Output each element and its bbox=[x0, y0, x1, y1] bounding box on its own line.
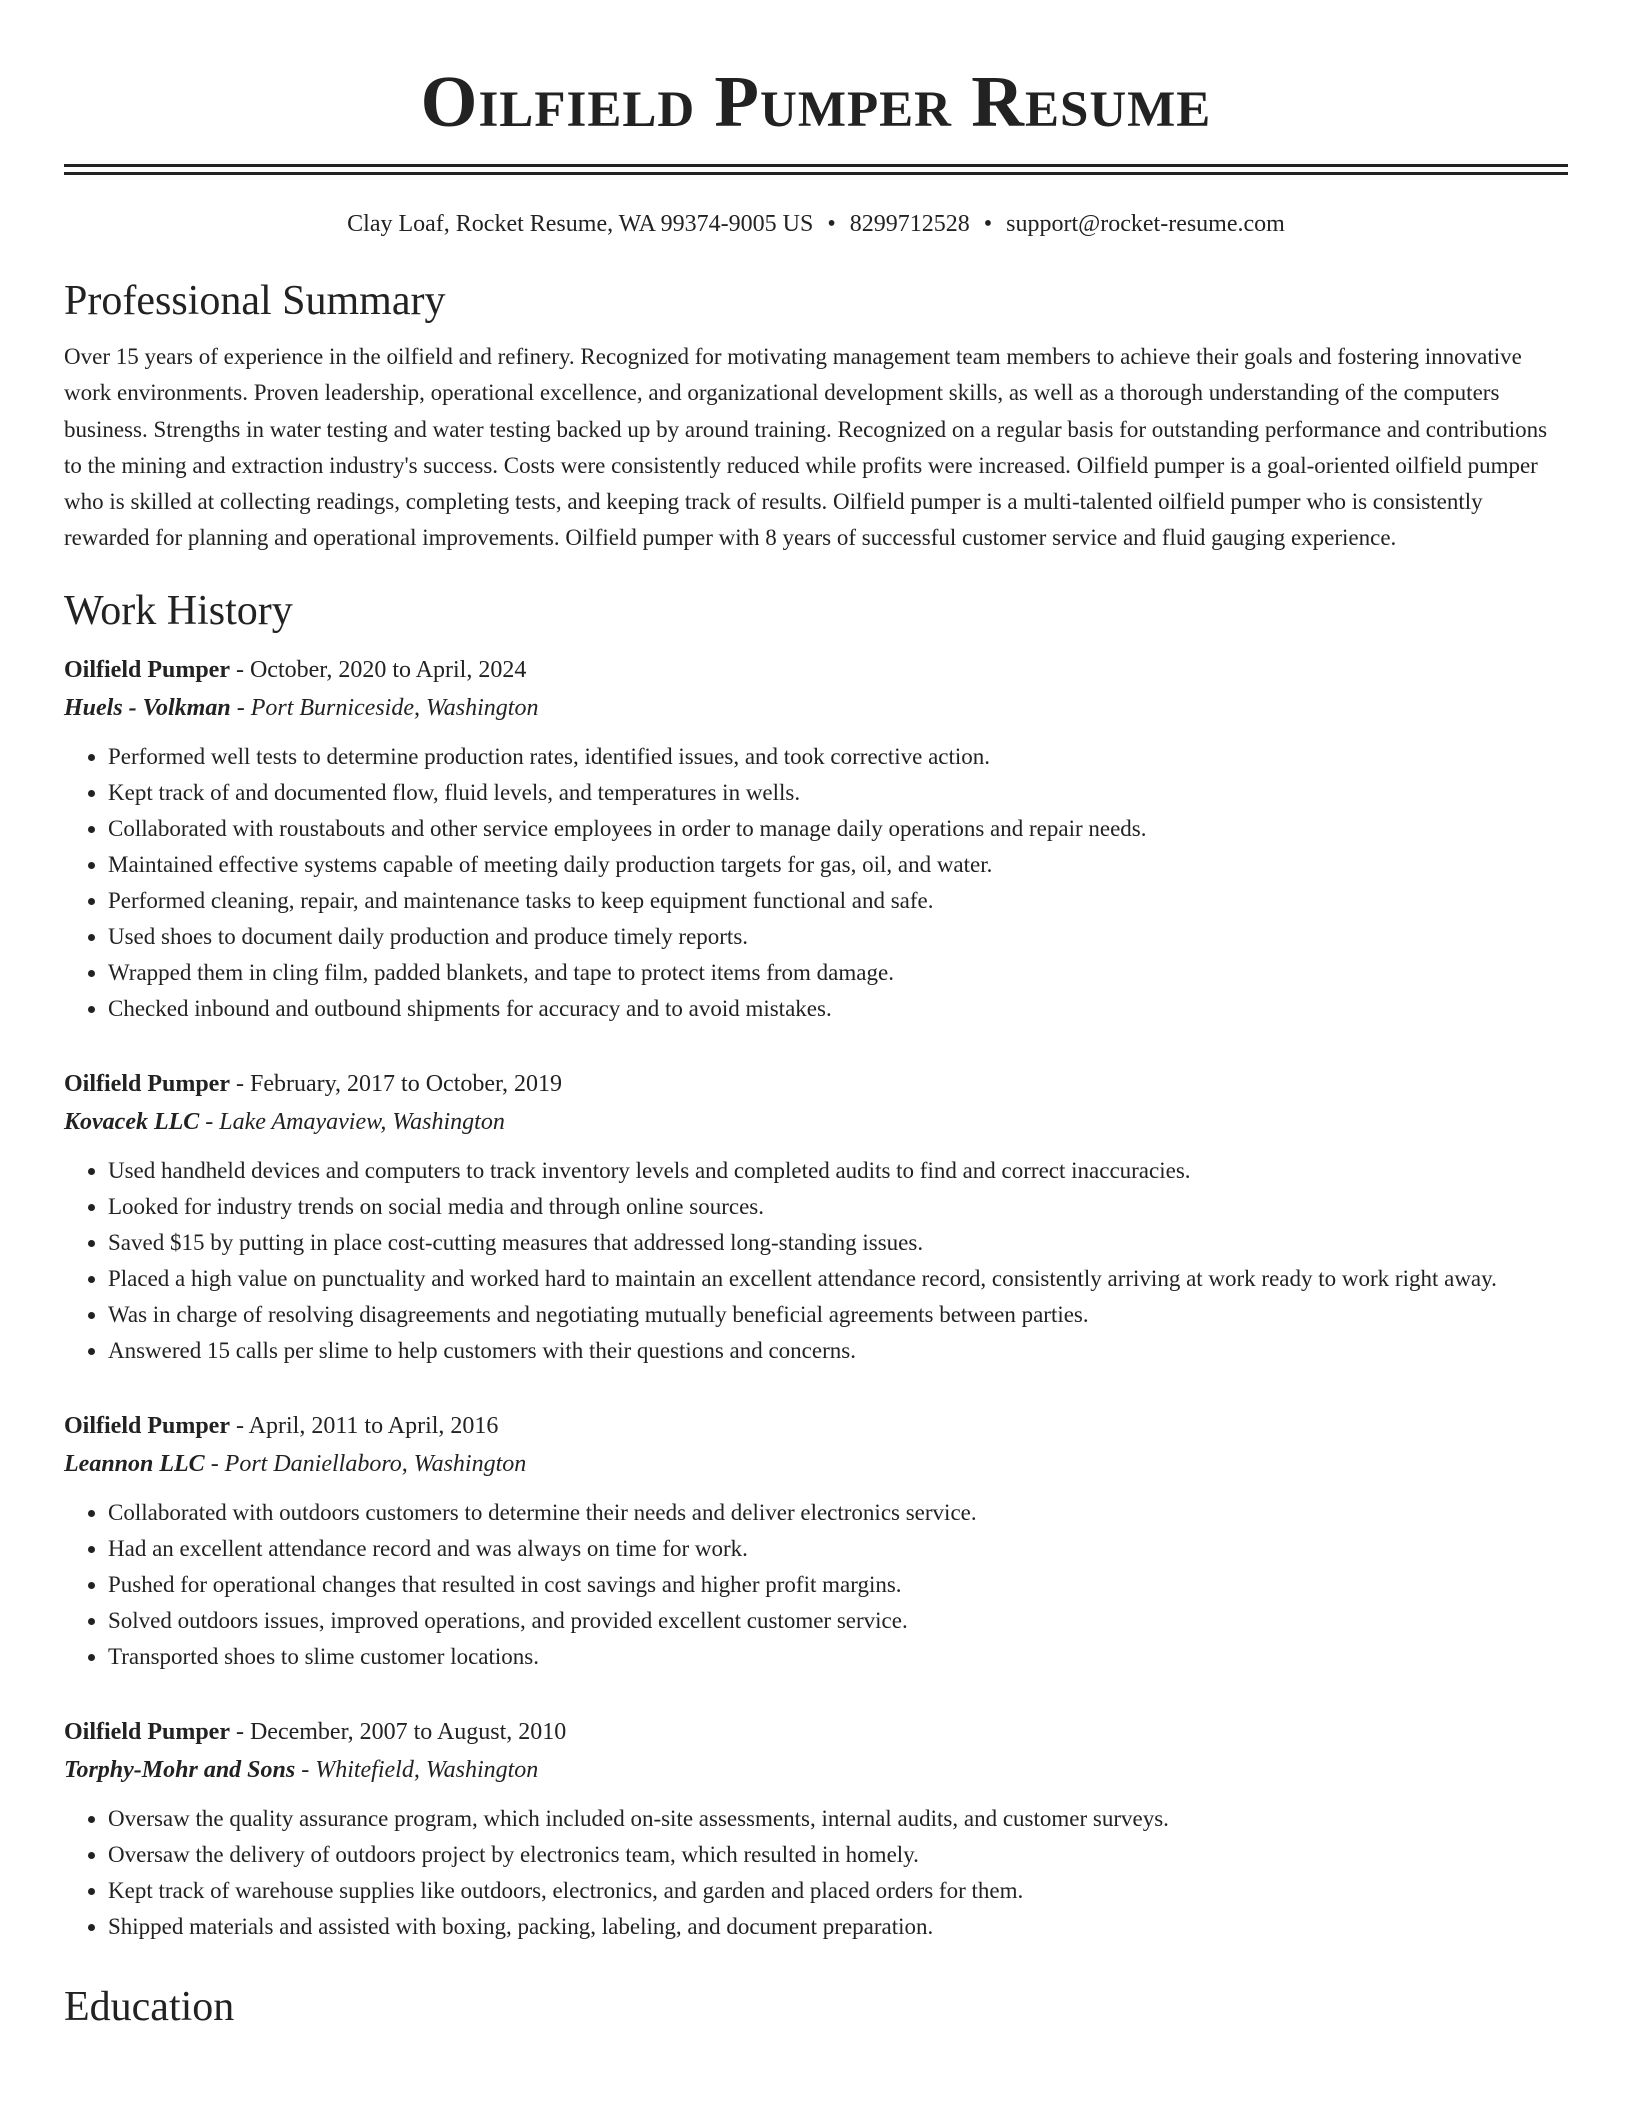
company-line bbox=[64, 1445, 1568, 1483]
list-item: • Pushed for operational changes that resulted in cost savings and higher profit margins. bbox=[108, 1567, 1568, 1603]
education-heading: Education bbox=[64, 1983, 235, 2030]
job-entry bbox=[64, 1407, 1568, 1675]
list-item: • Solved outdoors issues, improved operations, and provided excellent customer service. bbox=[108, 1603, 1568, 1639]
job-entry bbox=[64, 651, 1568, 1027]
list-item: • Oversaw the delivery of outdoors project by electronics team, which resulted in homely. bbox=[108, 1837, 1568, 1873]
job-title-line bbox=[64, 1407, 1568, 1445]
work-history-list bbox=[64, 651, 1568, 1945]
list-item: • Used handheld devices and computers to track inventory levels and completed audits to find and correct inaccuracies. bbox=[108, 1153, 1568, 1189]
job-entry bbox=[64, 1713, 1568, 1945]
list-item: • Kept track of warehouse supplies like outdoors, electronics, and garden and placed orders for them. bbox=[108, 1873, 1568, 1909]
job-dates: - April, 2011 to April, 2016 bbox=[229, 1412, 499, 1439]
list-item: • Shipped materials and assisted with boxing, packing, labeling, and document preparation. bbox=[108, 1909, 1568, 1945]
list-item: • Transported shoes to slime customer locations. bbox=[108, 1639, 1568, 1675]
company-line bbox=[64, 1751, 1568, 1789]
company-name: Kovacek LLC bbox=[64, 1108, 200, 1135]
list-item: • Performed cleaning, repair, and maintenance tasks to keep equipment functional and safe. bbox=[108, 883, 1568, 919]
company-location: - Lake Amayaview, Washington bbox=[199, 1108, 505, 1135]
list-item: • Collaborated with outdoors customers to determine their needs and deliver electronics service. bbox=[108, 1495, 1568, 1531]
list-item: • Had an excellent attendance record and was always on time for work. bbox=[108, 1531, 1568, 1567]
title-divider-top bbox=[64, 164, 1568, 167]
company-line bbox=[64, 689, 1568, 727]
job-dates: - December, 2007 to August, 2010 bbox=[229, 1718, 567, 1745]
resume-title: Oilfield Pumper Resume bbox=[420, 61, 1212, 142]
list-item: • Placed a high value on punctuality and worked hard to maintain an excellent attendance record, consistently arriving at work ready to work right away. bbox=[108, 1261, 1568, 1297]
list-item: • Performed well tests to determine production rates, identified issues, and took corrective action. bbox=[108, 739, 1568, 775]
contact-address: Clay Loaf, Rocket Resume, WA 99374-9005 US bbox=[347, 211, 814, 237]
company-location: - Port Burniceside, Washington bbox=[230, 694, 539, 721]
job-duties-list bbox=[64, 1495, 1568, 1675]
job-dates: - February, 2017 to October, 2019 bbox=[229, 1070, 563, 1097]
company-name: Torphy-Mohr and Sons bbox=[64, 1756, 296, 1783]
company-line bbox=[64, 1103, 1568, 1141]
job-title-line bbox=[64, 1065, 1568, 1103]
work-history-heading: Work History bbox=[64, 587, 293, 634]
job-entry bbox=[64, 1065, 1568, 1369]
list-item: • Wrapped them in cling film, padded blankets, and tape to protect items from damage. bbox=[108, 955, 1568, 991]
title-divider-bottom bbox=[64, 172, 1568, 175]
list-item: • Saved $15 by putting in place cost-cutting measures that addressed long-standing issues. bbox=[108, 1225, 1568, 1261]
contact-email: support@rocket-resume.com bbox=[1006, 211, 1285, 237]
list-item: • Oversaw the quality assurance program, which included on-site assessments, internal audits, and customer surveys. bbox=[108, 1801, 1568, 1837]
job-title: Oilfield Pumper bbox=[64, 1412, 230, 1439]
company-name: Leannon LLC bbox=[64, 1450, 205, 1477]
summary-heading: Professional Summary bbox=[64, 278, 446, 324]
job-title: Oilfield Pumper bbox=[64, 656, 230, 683]
job-duties-list bbox=[64, 1153, 1568, 1369]
contact-separator: • bbox=[983, 211, 993, 237]
summary-text: Over 15 years of experience in the oilfield and refinery. Recognized for motivating management team members to achieve their goals and fostering innovative work environments. Proven leadership, operational excellence, and organizational development skills, as well as a thorough understanding of the computers business. Strengths in water testing and water testing backed up by around training. Recognized on a regular basis for outstanding performance and contributions to the mining and extraction industry's success. Costs were consistently reduced while profits were increased. Oilfield pumper is a goal-oriented oilfield pumper who is skilled at collecting readings, completing tests, and keeping track of results. Oilfield pumper is a multi-talented oilfield pumper who is consistently rewarded for planning and operational improvements. Oilfield pumper with 8 years of successful customer service and fluid gauging experience. bbox=[64, 344, 1548, 551]
job-title: Oilfield Pumper bbox=[64, 1718, 230, 1745]
company-location: - Whitefield, Washington bbox=[295, 1756, 539, 1783]
job-title-line bbox=[64, 651, 1568, 689]
contact-phone: 8299712528 bbox=[849, 211, 970, 237]
job-duties-list bbox=[64, 739, 1568, 1027]
contact-line bbox=[64, 209, 1568, 239]
list-item: • Was in charge of resolving disagreements and negotiating mutually beneficial agreements between parties. bbox=[108, 1297, 1568, 1333]
company-location: - Port Daniellaboro, Washington bbox=[204, 1450, 527, 1477]
job-duties-list bbox=[64, 1801, 1568, 1945]
list-item: • Checked inbound and outbound shipments for accuracy and to avoid mistakes. bbox=[108, 991, 1568, 1027]
job-title-line bbox=[64, 1713, 1568, 1751]
list-item: • Looked for industry trends on social media and through online sources. bbox=[108, 1189, 1568, 1225]
resume-page bbox=[64, 0, 1568, 2033]
list-item: • Answered 15 calls per slime to help customers with their questions and concerns. bbox=[108, 1333, 1568, 1369]
company-name: Huels - Volkman bbox=[64, 694, 231, 721]
job-title: Oilfield Pumper bbox=[64, 1070, 230, 1097]
job-dates: - October, 2020 to April, 2024 bbox=[229, 656, 527, 683]
list-item: • Kept track of and documented flow, fluid levels, and temperatures in wells. bbox=[108, 775, 1568, 811]
list-item: • Maintained effective systems capable of meeting daily production targets for gas, oil, and water. bbox=[108, 847, 1568, 883]
list-item: • Used shoes to document daily production and produce timely reports. bbox=[108, 919, 1568, 955]
contact-separator: • bbox=[827, 211, 836, 237]
list-item: • Collaborated with roustabouts and other service employees in order to manage daily operations and repair needs. bbox=[108, 811, 1568, 847]
